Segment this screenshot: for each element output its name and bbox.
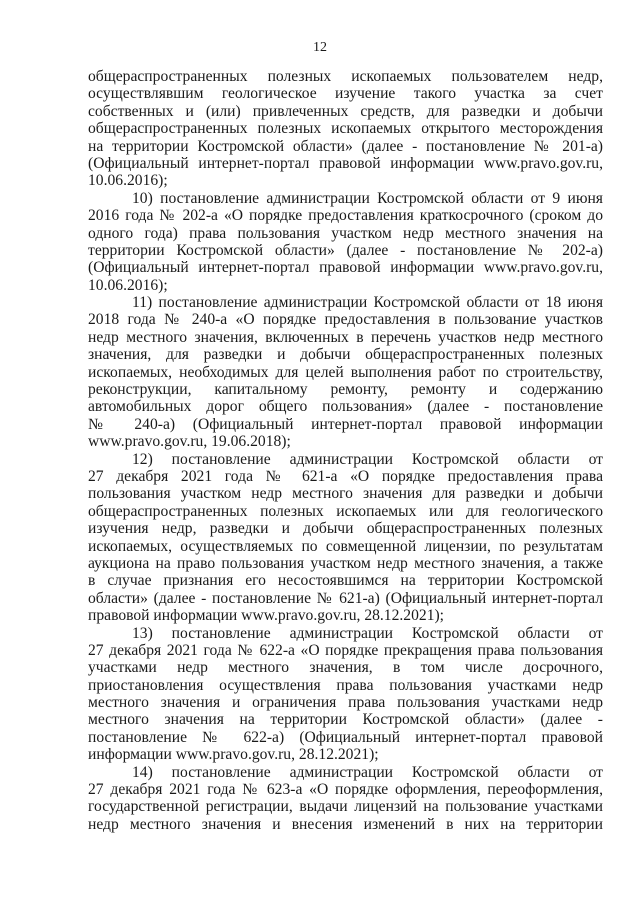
text-line: аукциона на право пользования участком недр местного значения, а также [88,554,603,572]
text-line: общераспространенных полезных ископаемых или для геологического [88,502,603,520]
text-line: значения, для разведки и добычи общераспространенных полезных [88,346,603,364]
text-line: государственной регистрации, выдачи лицензий на пользование участками [88,798,603,816]
text-line: постановление № 622-а) (Официальный интернет-портал правовой [88,728,603,746]
text-line: на территории Костромской области» (далее - постановление № 201-а) [88,137,603,155]
text-line: приостановления осуществления права пользования участками недр [88,676,603,694]
text-line: пользования участком недр местного значения для разведки и добычи [88,485,603,503]
text-line: области» (далее - постановление № 621-а) (Официальный интернет-портал [88,589,603,607]
page-number: 12 [313,40,327,55]
text-line: одного года) права пользования участком недр местного значения на [88,224,603,242]
text-line: ископаемых, осуществляемых по совмещенной лицензии, по результатам [88,537,603,555]
text-line: недр местного значения, включенных в перечень участков недр местного [88,328,603,346]
paragraph-first-line: 14) постановление администрации Костромской области от [132,763,603,781]
text-line: (Официальный интернет-портал правовой информации www.pravo.gov.ru, [88,259,603,277]
text-line: изучения недр, разведки и добычи общераспространенных полезных [88,520,603,538]
text-line: территории Костромской области» (далее - постановление № 202-а) [88,241,603,259]
text-line: в случае признания его несостоявшимся на территории Костромской [88,572,603,590]
text-line: местного значения на территории Костромской области» (далее - [88,711,603,729]
text-line: правовой информации www.pravo.gov.ru, 28.12.2021); [88,607,445,625]
text-line: информации www.pravo.gov.ru, 28.12.2021); [88,746,379,764]
text-line: реконструкции, капитальному ремонту, ремонту и содержанию [88,381,603,399]
text-line: общераспространенных полезных ископаемых открытого месторождения [88,120,603,138]
text-line: осуществлявшим геологическое изучение такого участка за счет [88,85,603,103]
text-line: № 240-а) (Официальный интернет-портал правовой информации [88,415,603,433]
text-line: ископаемых, необходимых для целей выполнения работ по строительству, [88,363,603,381]
text-line: www.pravo.gov.ru, 19.06.2018); [88,433,291,451]
text-line: автомобильных дорог общего пользования» (далее - постановление [88,398,603,416]
text-line: (Официальный интернет-портал правовой информации www.pravo.gov.ru, [88,154,603,172]
text-line: общераспространенных полезных ископаемых пользователем недр, [88,68,603,85]
text-line: местного значения и ограничения права пользования участками недр [88,694,603,712]
text-line: 2016 года № 202-а «О порядке предоставления краткосрочного (сроком до [88,207,603,225]
paragraph-first-line: 10) постановление администрации Костромской области от 9 июня [132,189,603,207]
text-line: собственных и (или) привлеченных средств, для разведки и добычи [88,102,603,120]
text-line: 27 декабря 2021 года № 621-а «О порядке предоставления права [88,467,603,485]
text-line: 10.06.2016); [88,276,168,294]
text-line: 10.06.2016); [88,172,168,190]
paragraph-first-line: 12) постановление администрации Костромской области от [132,450,603,468]
document-body [88,68,603,833]
text-line: 27 декабря 2021 года № 623-а «О порядке оформления, переоформления, [88,781,603,799]
text-line: 27 декабря 2021 года № 622-а «О порядке прекращения права пользования [88,641,603,659]
paragraph-first-line: 13) постановление администрации Костромской области от [132,624,603,642]
text-line: участками недр местного значения, в том числе досрочного, [88,659,603,677]
text-line: 2018 года № 240-а «О порядке предоставления в пользование участков [88,311,603,329]
text-line: недр местного значения и внесения изменений в них на территории [88,815,603,833]
paragraph-first-line: 11) постановление администрации Костромской области от 18 июня [132,294,603,312]
